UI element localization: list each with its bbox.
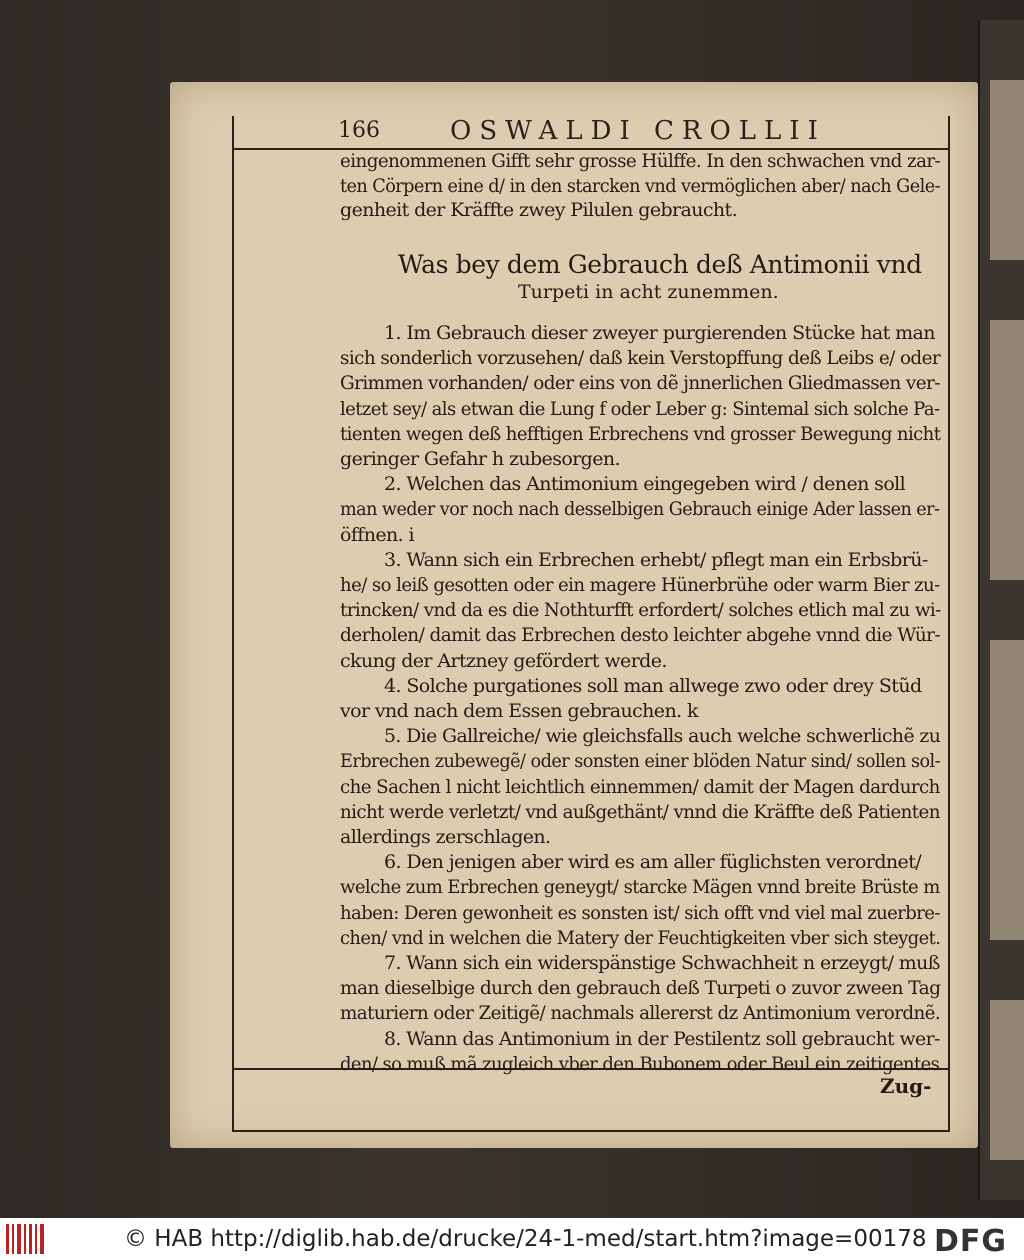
text-line: Grimmen vorhanden/ oder eins von dẽ jnnerlichen Gliedmassen ver-	[340, 372, 940, 395]
text-line: nicht werde verletzt/ vnd außgethänt/ vnnd die Kräffte deß Patienten	[340, 800, 940, 823]
text-line: trincken/ vnd da es die Nothturfft erfordert/ solches etlich mal zu wi-	[340, 599, 941, 622]
text-line: genheit der Kräffte zwey Pilulen gebraucht.	[340, 199, 738, 221]
catchword: Zug-	[880, 1074, 932, 1098]
page-number: 166	[338, 118, 380, 143]
text-line: 7. Wann sich ein widerspänstige Schwachheit n erzeygt/ muß	[384, 952, 940, 974]
running-title: OSWALDI CROLLII	[450, 116, 826, 146]
text-line: vor vnd nach dem Essen gebrauchen. k	[340, 700, 698, 722]
text-line: eingenommenen Gifft sehr grosse Hülffe. In den schwachen vnd zar-	[340, 150, 941, 172]
footer-bar	[0, 1218, 1024, 1260]
text-line: öffnen. i	[340, 523, 414, 546]
section-heading: Was bey dem Gebrauch deß Antimonii vnd	[398, 250, 922, 279]
running-header	[338, 116, 918, 150]
text-line: 5. Die Gallreiche/ wie gleichsfalls auch welche schwerlichẽ zu	[384, 725, 941, 748]
text-line: che Sachen l nicht leichtlich einnemmen/ damit der Magen dardurch	[340, 775, 940, 798]
text-line: 2. Welchen das Antimonium eingegeben wird / denen soll	[384, 473, 906, 496]
text-line: man dieselbige durch den gebrauch deß Turpeti o zuvor zween Tag	[340, 977, 941, 1000]
text-line: ckung der Artzney gefördert werde.	[340, 649, 667, 672]
text-line: welche zum Erbrechen geneygt/ starcke Mägen vnnd breite Brüste m	[340, 876, 940, 899]
copyright-link[interactable]: © HAB http://diglib.hab.de/drucke/24-1-med/start.htm?image=00178	[124, 1226, 927, 1252]
text-line: derholen/ damit das Erbrechen desto leichter abgehe vnnd die Wür-	[340, 624, 941, 647]
text-line: geringer Gefahr h zubesorgen.	[340, 448, 620, 470]
barcode-icon	[6, 1224, 46, 1254]
text-line: man weder vor noch nach desselbigen Gebrauch einige Ader lassen er-	[340, 498, 940, 521]
text-line: 3. Wann sich ein Erbrechen erhebt/ pflegt man ein Erbsbrü-	[384, 548, 928, 571]
text-line: sich sonderlich vorzusehen/ daß kein Verstopffung deß Leibs e/ oder	[340, 347, 941, 370]
text-line: ten Cörpern eine d/ in den starcken vnd vermöglichen aber/ nach Gele-	[340, 174, 940, 197]
text-line: allerdings zerschlagen.	[340, 826, 551, 848]
section-subheading: Turpeti in acht zunemmen.	[518, 281, 779, 303]
text-line: letzet sey/ als etwan die Lung f oder Leber g: Sintemal sich solche Pa-	[340, 397, 940, 420]
text-line: 8. Wann das Antimonium in der Pestilentz soll gebraucht wer-	[384, 1027, 940, 1050]
text-line: 4. Solche purgationes soll man allwege zwo oder drey Stũd	[384, 674, 922, 697]
text-line: he/ so leiß gesotten oder ein magere Hünerbrühe oder warm Bier zu-	[340, 574, 940, 596]
text-line: 1. Im Gebrauch dieser zweyer purgierenden Stücke hat man	[384, 322, 935, 344]
text-line: Erbrechen zubewegẽ/ oder sonsten einer blöden Natur sind/ sollen sol-	[340, 750, 941, 773]
text-line: tienten wegen deß hefftigen Erbrechens vnd grosser Bewegung nicht	[340, 422, 941, 445]
facing-page-edge	[978, 20, 1024, 1200]
text-line: haben: Deren gewonheit es sonsten ist/ sich offt vnd viel mal zuerbre-	[340, 901, 940, 924]
text-line: chen/ vnd in welchen die Matery der Feuchtigkeiten vber sich steyget.	[340, 926, 941, 949]
text-line: den/ so muß mã zugleich vber den Bubonem oder Beul ein zeitigentes	[340, 1052, 940, 1075]
text-line: 6. Den jenigen aber wird es am aller füglichsten verordnet/	[384, 851, 922, 874]
text-line: maturiern oder Zeitigẽ/ nachmals allererst dz Antimonium verordnẽ.	[340, 1002, 941, 1025]
dfg-logo: DFG	[934, 1224, 1008, 1259]
